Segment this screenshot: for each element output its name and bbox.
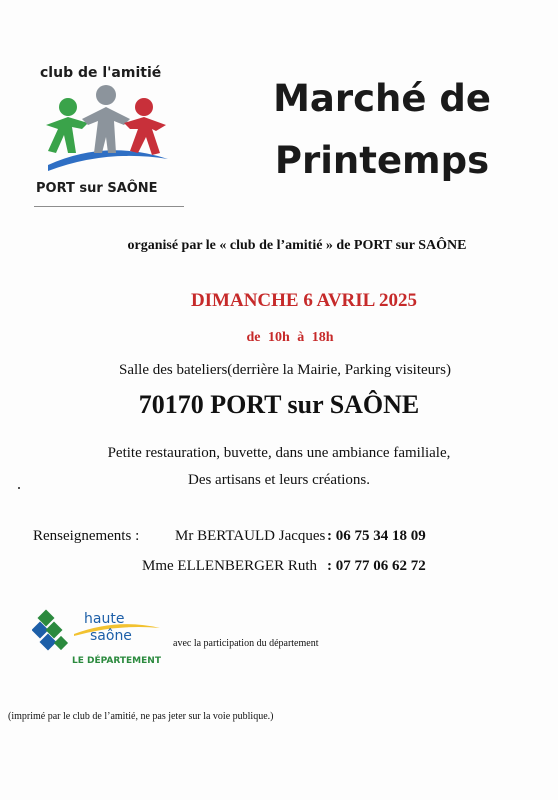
department-logo [32,608,162,672]
footer-note: (imprimé par le club de l’amitié, ne pas jeter sur la voie publique.) [8,711,274,722]
organizer-line: organisé par le « club de l’amitié » de PORT sur SAÔNE [127,238,467,253]
club-logo [28,55,198,215]
club-place: PORT sur SAÔNE [36,181,158,196]
title-line-1: Marché de [273,77,491,120]
contact-row-2 [33,558,533,588]
participation-note: avec la participation du département [173,638,319,649]
event-title [252,68,512,192]
contact-phone-1: : 06 75 34 18 09 [327,528,426,544]
event-hours: de 10h à 18h [246,330,334,345]
club-name: club de l'amitié [40,65,162,81]
department-name-1: haute [84,611,125,627]
scan-mark [18,487,20,489]
contact-name-1: Mr BERTAULD Jacques [175,528,326,544]
event-city: 70170 PORT sur SAÔNE [138,390,420,419]
event-venue: Salle des bateliers(derrière la Mairie, Parking visiteurs) [119,362,451,378]
title-line-2: Printemps [274,139,490,182]
contact-phone-2: : 07 77 06 62 72 [327,558,426,574]
people-icon [36,79,176,179]
logo-divider [34,206,184,207]
contact-name-2: Mme ELLENBERGER Ruth [142,558,317,574]
contact-block [33,528,533,588]
description-line-2: Des artisans et leurs créations. [187,472,371,488]
event-date: DIMANCHE 6 AVRIL 2025 [190,290,418,311]
contact-row-1 [33,528,533,558]
department-subtitle: LE DÉPARTEMENT [72,656,161,666]
description-line-1: Petite restauration, buvette, dans une ambiance familiale, [107,445,451,461]
event-description [0,440,558,494]
department-name-2: saône [90,628,132,644]
contact-label: Renseignements : [33,528,140,544]
